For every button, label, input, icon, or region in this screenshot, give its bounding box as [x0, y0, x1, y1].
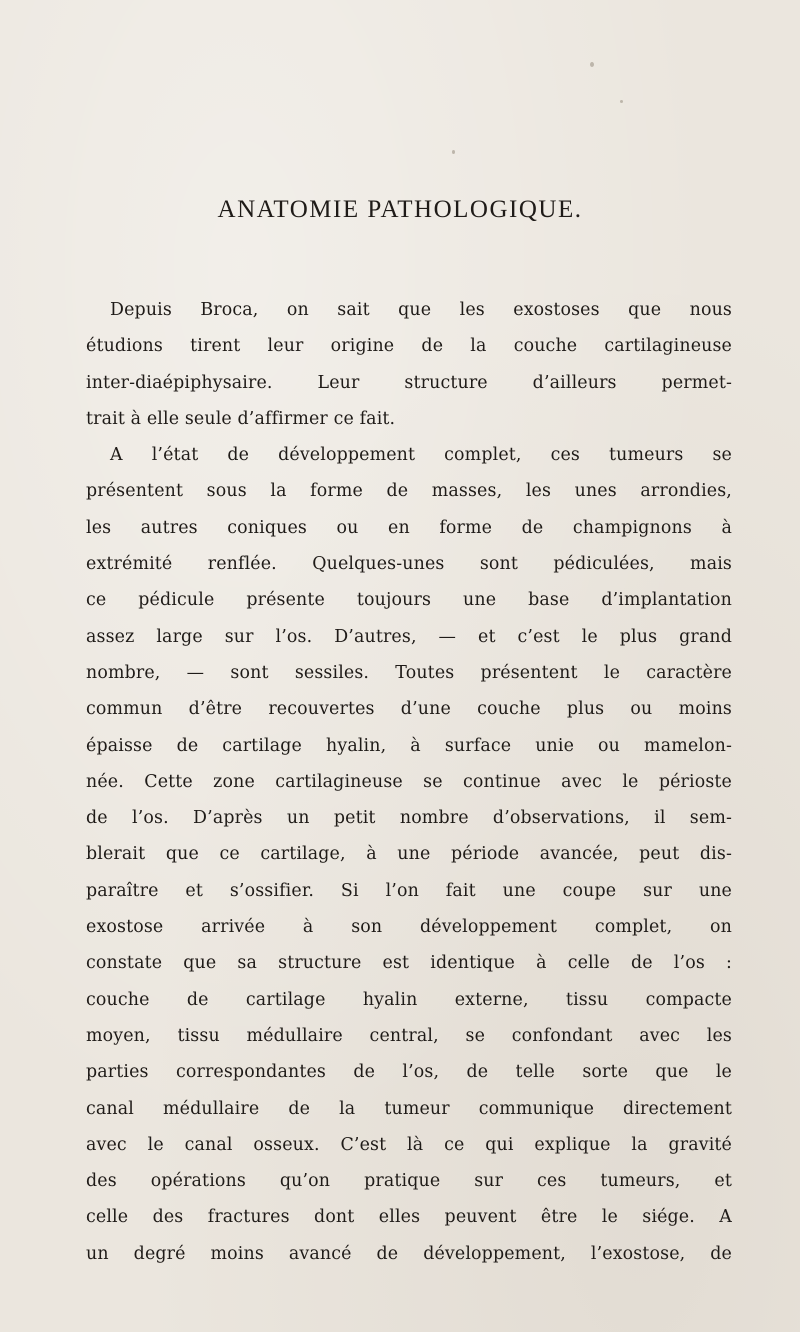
text-line: ce pédicule présente toujours une base d’implantation [86, 590, 732, 611]
text-line: blerait que ce cartilage, à une période avancée, peut dis- [86, 844, 732, 865]
text-line: de l’os. D’après un petit nombre d’observations, il sem- [86, 808, 732, 829]
text-line: extrémité renflée. Quelques-unes sont pédiculées, mais [86, 554, 732, 575]
body-text [86, 292, 732, 1272]
text-line: née. Cette zone cartilagineuse se continue avec le périoste [86, 771, 732, 792]
text-line: A l’état de développement complet, ces tumeurs se [110, 445, 732, 466]
text-line: constate que sa structure est identique à celle de l’os : [86, 953, 732, 974]
text-line: étudions tirent leur origine de la couche cartilagineuse [86, 336, 732, 357]
text-line: épaisse de cartilage hyalin, à surface unie ou mamelon- [86, 735, 732, 756]
text-line: avec le canal osseux. C’est là ce qui explique la gravité [86, 1134, 732, 1155]
text-line: assez large sur l’os. D’autres, — et c’est le plus grand [86, 626, 732, 647]
text-line: canal médullaire de la tumeur communique directement [86, 1098, 732, 1119]
text-line: les autres coniques ou en forme de champignons à [86, 517, 732, 538]
text-line: inter-diaépiphysaire. Leur structure d’ailleurs permet- [86, 372, 732, 393]
text-line: moyen, tissu médullaire central, se confondant avec les [86, 1025, 732, 1046]
text-line: couche de cartilage hyalin externe, tissu compacte [86, 989, 732, 1010]
text-line: nombre, — sont sessiles. Toutes présentent le caractère [86, 662, 732, 683]
paper-speck [620, 100, 623, 103]
text-line: celle des fractures dont elles peuvent être le siége. A [86, 1207, 732, 1228]
text-line: parties correspondantes de l’os, de telle sorte que le [86, 1062, 732, 1083]
paper-speck [590, 62, 594, 67]
text-line: un degré moins avancé de développement, l’exostose, de [86, 1243, 732, 1264]
text-line: présentent sous la forme de masses, les unes arrondies, [86, 481, 732, 502]
paper-speck [452, 150, 455, 154]
text-line: commun d’être recouvertes d’une couche plus ou moins [86, 699, 732, 720]
text-line: exostose arrivée à son développement complet, on [86, 917, 732, 938]
page-title: ANATOMIE PATHOLOGIQUE. [217, 196, 583, 223]
text-line: des opérations qu’on pratique sur ces tumeurs, et [86, 1171, 732, 1192]
text-line: paraître et s’ossifier. Si l’on fait une coupe sur une [86, 880, 732, 901]
text-line: Depuis Broca, on sait que les exostoses que nous [110, 300, 732, 320]
text-line: trait à elle seule d’affirmer ce fait. [86, 408, 396, 429]
